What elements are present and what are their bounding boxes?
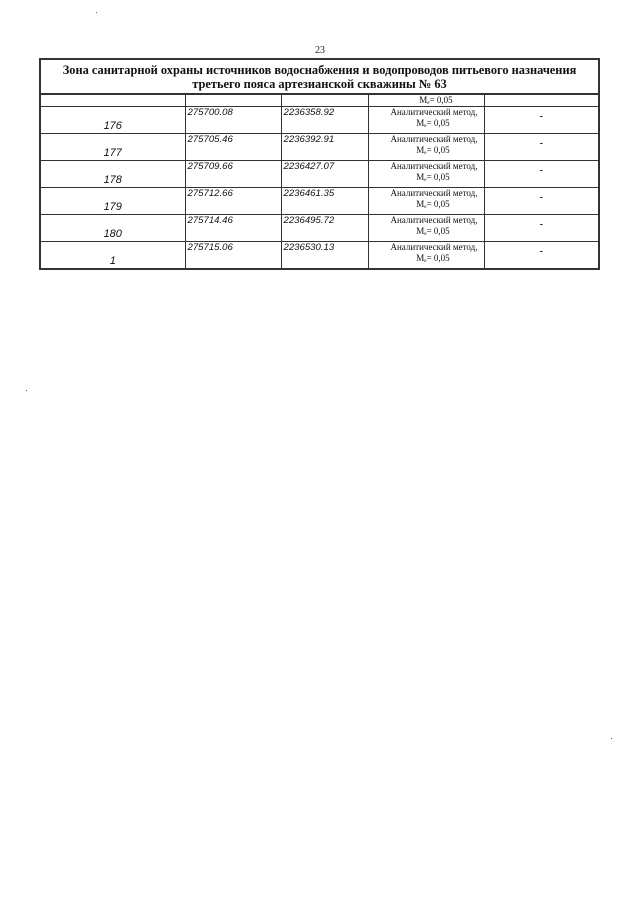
accuracy-text: Мₑ= 0,05 bbox=[416, 172, 450, 182]
y-coordinate: 2236358.92 bbox=[281, 107, 368, 134]
x-coordinate: 275714.46 bbox=[185, 215, 281, 242]
x-coordinate: 275712.66 bbox=[185, 188, 281, 215]
accuracy-text: Мₑ= 0,05 bbox=[416, 226, 450, 236]
x-coordinate: 275705.46 bbox=[185, 134, 281, 161]
y-cell bbox=[281, 94, 368, 107]
y-coordinate: 2236392.91 bbox=[281, 134, 368, 161]
table-title-line-2: третьего пояса артезианской скважины № 63 bbox=[192, 77, 447, 91]
table-title bbox=[40, 59, 599, 94]
table-row bbox=[40, 107, 599, 134]
method-cell bbox=[368, 134, 484, 161]
table-row bbox=[40, 242, 599, 270]
accuracy-text: Мₑ= 0,05 bbox=[416, 145, 450, 155]
y-coordinate: 2236461.35 bbox=[281, 188, 368, 215]
y-coordinate: 2236495.72 bbox=[281, 215, 368, 242]
scan-speck bbox=[26, 390, 27, 391]
point-number: 179 bbox=[40, 188, 185, 215]
method-cell bbox=[368, 188, 484, 215]
point-number: 180 bbox=[40, 215, 185, 242]
accuracy-text: Мₑ= 0,05 bbox=[416, 199, 450, 209]
method-text: Аналитический метод, bbox=[390, 215, 478, 225]
x-coordinate: 275700.08 bbox=[185, 107, 281, 134]
method-cell bbox=[368, 107, 484, 134]
table-row bbox=[40, 134, 599, 161]
method-cell: Мₑ= 0,05 bbox=[368, 94, 484, 107]
table-row bbox=[40, 188, 599, 215]
point-number: 176 bbox=[40, 107, 185, 134]
y-coordinate: 2236530.13 bbox=[281, 242, 368, 270]
note-cell: - bbox=[484, 188, 599, 215]
scan-speck bbox=[611, 738, 612, 739]
x-cell bbox=[185, 94, 281, 107]
point-number: 1 bbox=[40, 242, 185, 270]
note-cell: - bbox=[484, 242, 599, 270]
point-number: 177 bbox=[40, 134, 185, 161]
method-cell bbox=[368, 215, 484, 242]
table-row bbox=[40, 161, 599, 188]
accuracy-text: Мₑ= 0,05 bbox=[416, 253, 450, 263]
table-row bbox=[40, 215, 599, 242]
num-cell bbox=[40, 94, 185, 107]
page-number: 23 bbox=[315, 45, 325, 56]
table-row bbox=[40, 94, 599, 107]
note-cell: - bbox=[484, 161, 599, 188]
note-cell: - bbox=[484, 107, 599, 134]
note-cell: - bbox=[484, 215, 599, 242]
method-cell bbox=[368, 161, 484, 188]
method-text: Аналитический метод, bbox=[390, 188, 478, 198]
point-number: 178 bbox=[40, 161, 185, 188]
method-text: Аналитический метод, bbox=[390, 242, 478, 252]
x-coordinate: 275709.66 bbox=[185, 161, 281, 188]
note-cell: - bbox=[484, 134, 599, 161]
y-coordinate: 2236427.07 bbox=[281, 161, 368, 188]
table-title-line-1: Зона санитарной охраны источников водоснабжения и водопроводов питьевого назначения bbox=[62, 63, 577, 77]
scan-speck bbox=[96, 12, 97, 13]
x-coordinate: 275715.06 bbox=[185, 242, 281, 270]
accuracy-text: Мₑ= 0,05 bbox=[416, 118, 450, 128]
method-text: Аналитический метод, bbox=[390, 134, 478, 144]
method-text: Аналитический метод, bbox=[390, 161, 478, 171]
method-text: Аналитический метод, bbox=[390, 107, 478, 117]
note-cell bbox=[484, 94, 599, 107]
coordinates-table bbox=[39, 58, 600, 270]
method-cell bbox=[368, 242, 484, 270]
